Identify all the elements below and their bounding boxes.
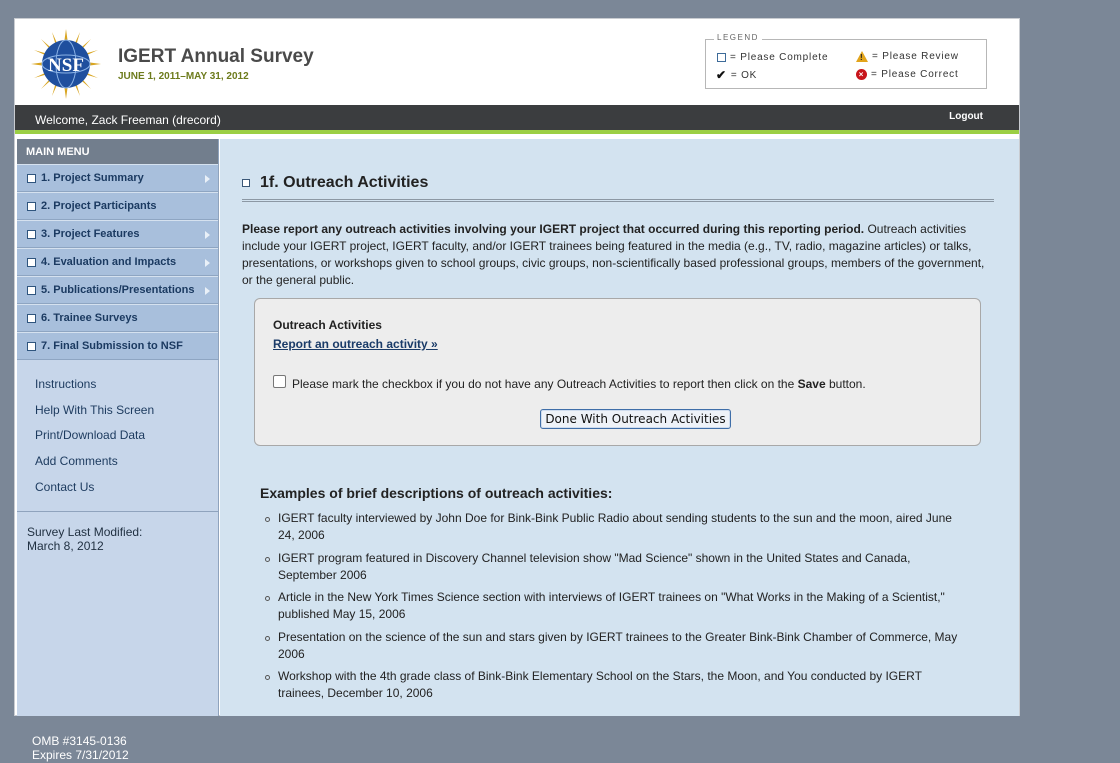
intro-bold-text: Please report any outreach activities involving your IGERT project that occurred during this reporting period.	[242, 222, 865, 236]
logo-text: NSF	[48, 55, 84, 76]
legend-label: = Please Complete	[730, 52, 829, 63]
submenu-arrow-icon	[205, 259, 210, 267]
list-item: IGERT program featured in Discovery Channel television show "Mad Science" shown in the United States and Canada, September 2006	[260, 550, 960, 584]
app-title: IGERT Annual Survey	[118, 46, 314, 67]
legend-title: LEGEND	[714, 33, 762, 42]
sidebar-item-label: 3. Project Features	[41, 228, 140, 240]
nsf-logo	[31, 29, 101, 99]
sidebar-item-evaluation-impacts[interactable]	[17, 248, 218, 276]
footer	[32, 734, 129, 762]
omb-number: OMB #3145-0136	[32, 734, 127, 748]
welcome-text: Welcome, Zack Freeman (drecord)	[35, 113, 221, 127]
legend-please-correct	[856, 69, 959, 80]
sidebar-item-label: 5. Publications/Presentations	[41, 284, 195, 296]
print-download-link[interactable]: Print/Download Data	[35, 428, 146, 443]
help-link[interactable]: Help With This Screen	[35, 402, 155, 417]
list-item: Presentation on the science of the sun and stars given by IGERT trainees to the Greater Bink-Bink Chamber of Commerce, May 2006	[260, 629, 960, 663]
header	[15, 19, 1019, 105]
last-modified-label: Survey Last Modified:	[27, 525, 143, 539]
expiry-date: Expires 7/31/2012	[32, 748, 129, 762]
list-item: Workshop with the 4th grade class of Bink-Bink Elementary School on the Stars, the Moon, and You conducted by IGERT trainees, December 10, 2006	[260, 668, 960, 702]
report-outreach-link[interactable]: Report an outreach activity »	[273, 337, 438, 351]
submenu-arrow-icon	[205, 175, 210, 183]
examples-list	[260, 510, 960, 708]
sidebar-item-trainee-surveys[interactable]	[17, 304, 218, 332]
top-bar	[15, 105, 1019, 134]
instructions-link[interactable]: Instructions	[35, 377, 97, 391]
empty-box-icon	[27, 258, 36, 267]
section-heading	[242, 174, 428, 192]
empty-box-icon	[27, 202, 36, 211]
list-item: IGERT faculty interviewed by John Doe for Bink-Bink Public Radio about sending students to the sun and the moon, aired June 24, 2006	[260, 510, 960, 544]
legend-label: = Please Correct	[871, 69, 959, 80]
empty-box-icon	[27, 230, 36, 239]
sidebar-item-final-submission[interactable]	[17, 332, 218, 360]
sidebar-links	[17, 360, 218, 505]
page-title: 1f. Outreach Activities	[260, 174, 429, 191]
legend-please-review	[856, 51, 959, 62]
legend-label: = Please Review	[872, 51, 959, 62]
no-activities-label	[292, 377, 866, 391]
empty-box-icon	[27, 286, 36, 295]
checkbox-text-after: button.	[825, 377, 866, 391]
main-content	[220, 139, 1019, 716]
empty-box-icon	[27, 174, 36, 183]
last-modified-date: March 8, 2012	[27, 539, 104, 553]
error-icon: ×	[856, 69, 867, 80]
no-activities-checkbox[interactable]	[273, 375, 286, 388]
contact-us-link[interactable]: Contact Us	[35, 479, 95, 494]
legend	[705, 33, 987, 89]
add-comments-link[interactable]: Add Comments	[35, 454, 118, 469]
list-item: Article in the New York Times Science section with interviews of IGERT trainees on "What Works in the Making of a Scientist," published May 15, 2006	[260, 589, 960, 623]
sidebar-item-label: 1. Project Summary	[41, 172, 144, 184]
logout-link[interactable]: Logout	[949, 111, 983, 122]
sidebar-item-label: 7. Final Submission to NSF	[41, 340, 183, 352]
legend-please-complete	[717, 52, 828, 63]
empty-box-icon	[717, 53, 726, 62]
title-divider	[242, 199, 994, 202]
checkbox-text-save: Save	[797, 377, 826, 391]
sidebar-item-label: 4. Evaluation and Impacts	[41, 256, 177, 268]
examples-heading: Examples of brief descriptions of outreach activities:	[260, 485, 613, 501]
sidebar-item-label: 6. Trainee Surveys	[41, 312, 138, 324]
legend-label: = OK	[730, 69, 758, 81]
submenu-arrow-icon	[205, 287, 210, 295]
intro-text	[242, 221, 994, 289]
last-modified	[27, 525, 142, 553]
checkbox-text-before: Please mark the checkbox if you do not have any Outreach Activities to report then click on the	[292, 377, 798, 391]
outreach-panel	[254, 298, 981, 446]
warning-icon	[856, 51, 868, 62]
empty-box-icon	[27, 342, 36, 351]
done-button[interactable]: Done With Outreach Activities	[540, 409, 731, 429]
checkmark-icon: ✔	[716, 68, 727, 82]
panel-heading: Outreach Activities	[273, 318, 382, 332]
survey-window	[14, 18, 1020, 716]
sidebar	[17, 139, 219, 716]
sidebar-item-project-features[interactable]	[17, 220, 218, 248]
main-menu-heading: MAIN MENU	[17, 139, 218, 164]
sidebar-item-project-participants[interactable]	[17, 192, 218, 220]
sidebar-item-publications[interactable]	[17, 276, 218, 304]
sidebar-item-project-summary[interactable]	[17, 164, 218, 192]
empty-box-icon	[242, 179, 250, 187]
survey-dates: JUNE 1, 2011–MAY 31, 2012	[118, 71, 249, 82]
legend-ok	[716, 69, 757, 81]
submenu-arrow-icon	[205, 231, 210, 239]
empty-box-icon	[27, 314, 36, 323]
sidebar-divider	[17, 511, 218, 512]
intro-rest-text: Outreach activities include your IGERT project, IGERT faculty, and/or IGERT trainees being featured in the media (e.g., TV, radio, magazine articles) or talks, presentations, or workshops given to school groups, civic groups, non-scientifically based professional groups, members of the government, or the general public.	[242, 222, 985, 287]
sidebar-item-label: 2. Project Participants	[41, 200, 157, 212]
